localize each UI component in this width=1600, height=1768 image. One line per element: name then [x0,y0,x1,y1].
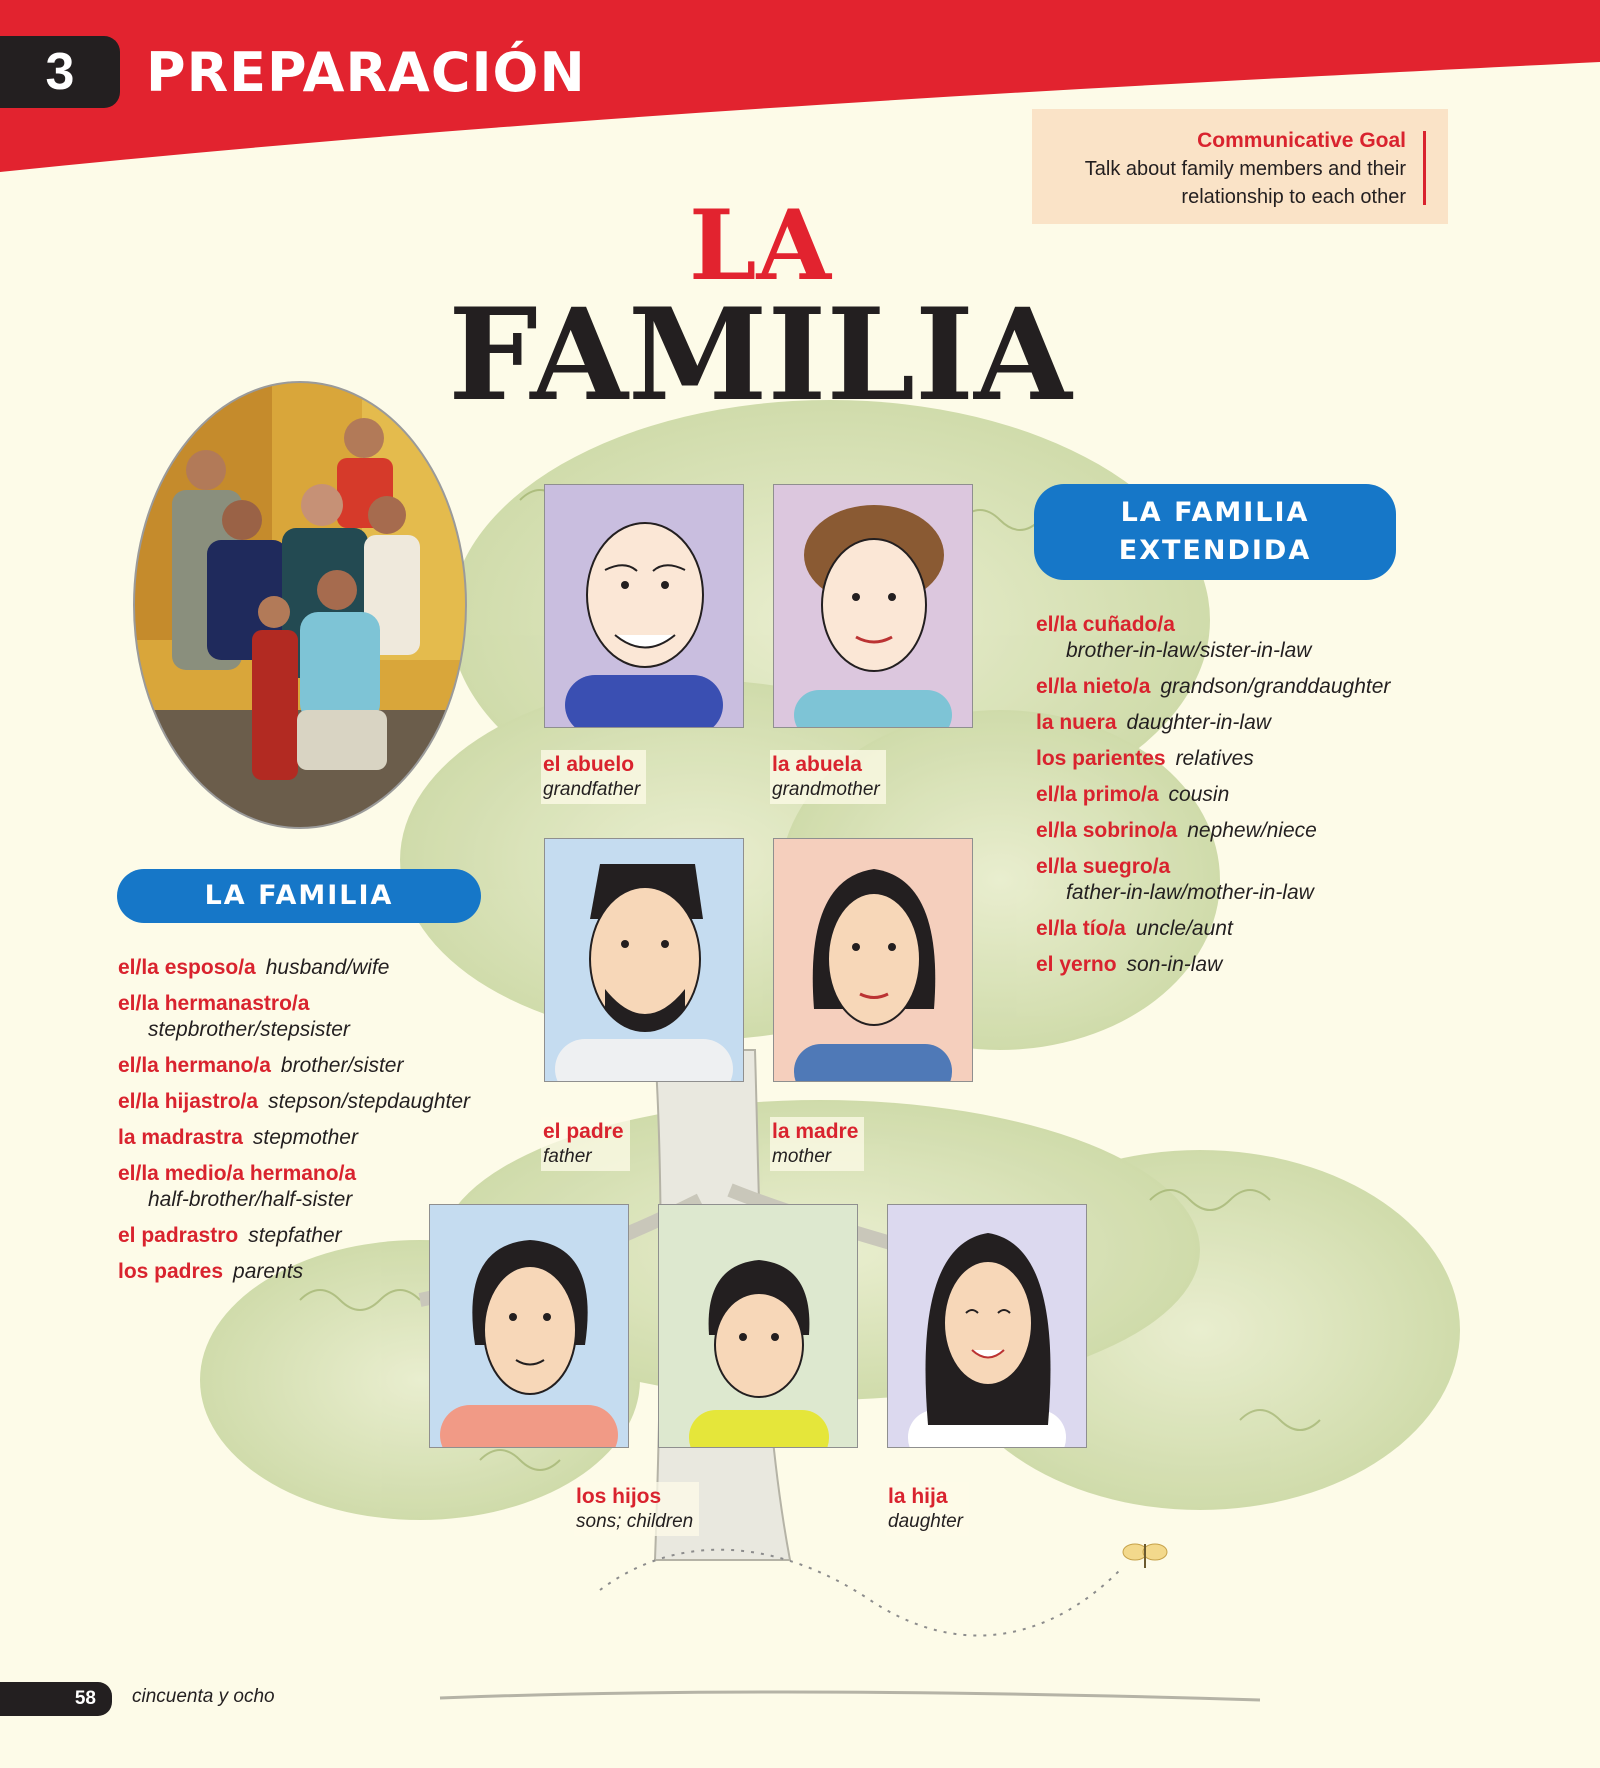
portrait-grandfather [544,484,744,728]
caption-hijos-en: sons; children [576,1511,694,1532]
page-number: 58 [0,1682,112,1716]
la-familia-vocab-list [118,955,518,1295]
heading-line-1: LA FAMILIA [1120,497,1310,528]
vocab-term: el yerno [1036,953,1117,976]
vocab-translation: half-brother/half-sister [148,1188,353,1211]
vocab-translation: stepmother [252,1126,358,1149]
vocab-translation: uncle/aunt [1135,917,1233,940]
vocab-translation: daughter-in-law [1126,711,1271,734]
la-familia-extendida-vocab-list [1036,612,1456,988]
la-familia-extendida-heading [1034,484,1396,580]
vocab-translation: brother-in-law/sister-in-law [1066,639,1312,662]
vocab-item [118,1161,518,1213]
vocab-item [1036,952,1456,978]
vocab-item [1036,674,1456,700]
vocab-translation: grandson/granddaughter [1160,675,1391,698]
portrait-father [544,838,744,1082]
caption-hija [886,1482,969,1536]
vocab-term: el/la primo/a [1036,783,1159,806]
caption-madre [770,1117,864,1171]
caption-abuela [770,750,886,804]
vocab-item [1036,746,1456,772]
vocab-term: el/la hermano/a [118,1054,271,1077]
portrait-mother [773,838,973,1082]
heading-line-2: EXTENDIDA [1118,535,1312,566]
vocab-item [118,955,518,981]
vocab-item [1036,916,1456,942]
caption-abuelo-en: grandfather [543,779,641,800]
vocab-term: el/la nieto/a [1036,675,1151,698]
vocab-translation: son-in-law [1126,953,1223,976]
goal-text: Talk about family members and their relationship to each other [1084,158,1406,208]
section-heading: PREPARACIÓN [146,41,586,104]
vocab-term: el/la cuñado/a [1036,613,1175,636]
title-familia: FAMILIA [448,281,1072,429]
caption-hija-en: daughter [888,1511,964,1532]
chapter-number: 3 [0,36,120,108]
vocab-term: el/la hijastro/a [118,1090,259,1113]
vocab-term: los padres [118,1260,224,1283]
caption-abuela-en: grandmother [772,779,880,800]
vocab-translation: father-in-law/mother-in-law [1066,881,1314,904]
vocab-item [118,1125,518,1151]
vocab-translation: brother/sister [280,1054,404,1077]
caption-padre-en: father [543,1146,592,1167]
vocab-term: la nuera [1036,711,1117,734]
page-number-words: cincuenta y ocho [132,1686,275,1707]
goal-title: Communicative Goal [1197,129,1406,152]
vocab-item [1036,782,1456,808]
portrait-daughter [887,1204,1087,1448]
vocab-item [118,1259,518,1285]
vocab-translation: stepson/stepdaughter [268,1090,471,1113]
vocab-translation: nephew/niece [1187,819,1317,842]
portrait-child [658,1204,858,1448]
vocab-term: el/la suegro/a [1036,855,1171,878]
caption-abuelo [541,750,646,804]
vocab-item [1036,612,1456,664]
vocab-translation: cousin [1168,783,1230,806]
title-la: LA [689,189,831,302]
vocab-term: el/la hermanastro/a [118,992,310,1015]
vocab-term: el/la medio/a hermano/a [118,1162,357,1185]
caption-abuelo-es: el abuelo [543,753,635,776]
portrait-grandmother [773,484,973,728]
vocab-translation: stepfather [248,1224,342,1247]
vocab-item [118,991,518,1043]
vocab-item [118,1053,518,1079]
vocab-term: el/la esposo/a [118,956,256,979]
vocab-item [1036,854,1456,906]
vocab-item [118,1089,518,1115]
vocab-term: la madrastra [118,1126,243,1149]
vocab-item [1036,710,1456,736]
caption-hijos [574,1482,699,1536]
caption-hija-es: la hija [888,1485,948,1508]
la-familia-heading: LA FAMILIA [117,869,481,923]
caption-madre-es: la madre [772,1120,859,1143]
vocab-term: el padrastro [118,1224,239,1247]
vocab-translation: stepbrother/stepsister [148,1018,350,1041]
vocab-item [118,1223,518,1249]
vocab-translation: husband/wife [265,956,390,979]
caption-abuela-es: la abuela [772,753,862,776]
caption-padre [541,1117,630,1171]
caption-madre-en: mother [772,1146,832,1167]
vocab-item [1036,818,1456,844]
vocab-translation: relatives [1175,747,1254,770]
vocab-term: el/la tío/a [1036,917,1126,940]
vocab-translation: parents [233,1260,304,1283]
caption-hijos-es: los hijos [576,1485,662,1508]
family-photo [132,380,468,830]
vocab-term: los parientes [1036,747,1166,770]
vocab-term: el/la sobrino/a [1036,819,1178,842]
caption-padre-es: el padre [543,1120,624,1143]
